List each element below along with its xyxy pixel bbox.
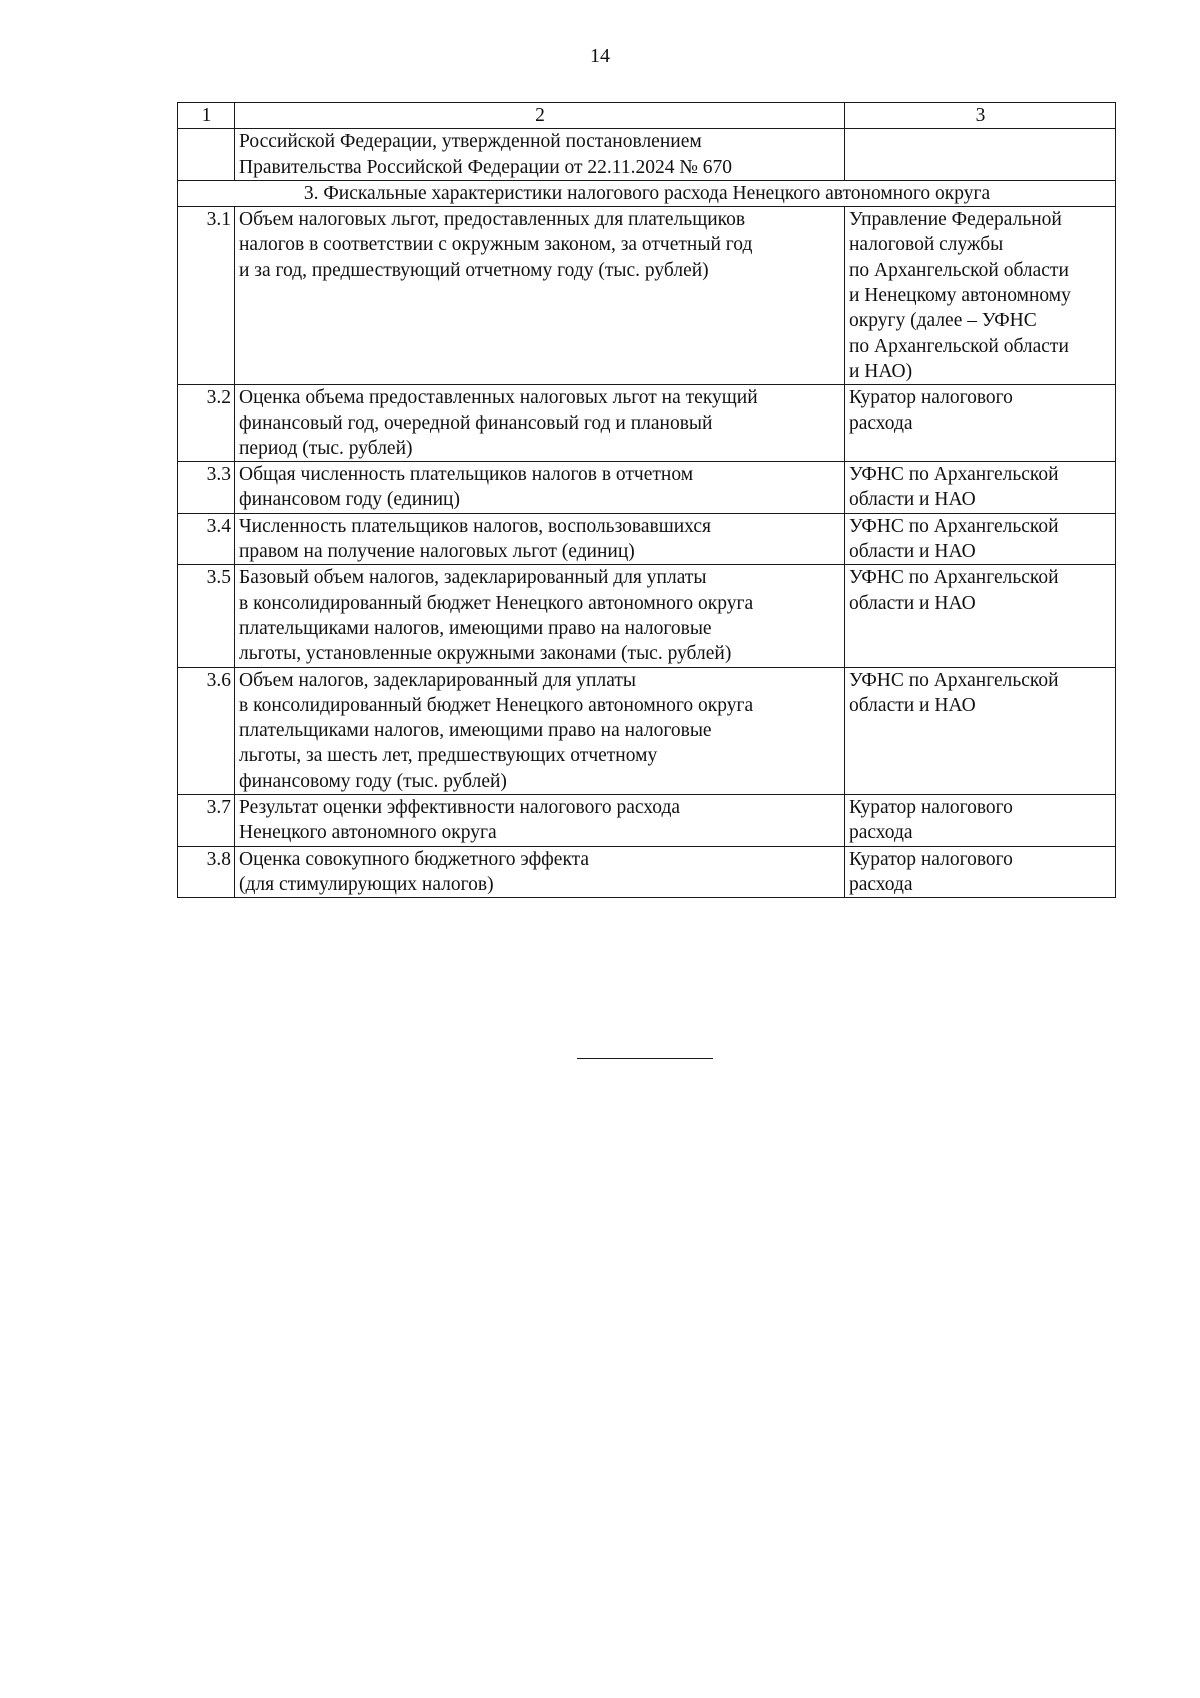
- table-row: [178, 667, 1116, 794]
- row-number: 3.2: [178, 385, 235, 462]
- continuation-row: [178, 129, 1116, 181]
- row-responsible: УФНС по Архангельской области и НАО: [845, 513, 1116, 565]
- row-number: 3.1: [178, 207, 235, 385]
- continuation-responsible: [845, 129, 1116, 181]
- row-responsible: Управление Федеральной налоговой службы по Архангельской области и Ненецкому автономному округу (далее – УФНС по Архангельской области и НАО): [845, 207, 1116, 385]
- row-description: Оценка совокупного бюджетного эффекта (для стимулирующих налогов): [235, 846, 845, 898]
- column-header-number: 1: [178, 103, 235, 129]
- row-number: 3.6: [178, 667, 235, 794]
- row-description: Численность плательщиков налогов, воспользовавшихся правом на получение налоговых льгот (единиц): [235, 513, 845, 565]
- table-header-row: [178, 103, 1116, 129]
- row-description: Базовый объем налогов, задекларированный для уплаты в консолидированный бюджет Ненецкого автономного округа плательщиками налогов, имеющими право на налоговые льготы, установленные окружными законами (тыс. рублей): [235, 565, 845, 667]
- row-responsible: УФНС по Архангельской области и НАО: [845, 565, 1116, 667]
- table-row: [178, 795, 1116, 847]
- row-description: Объем налоговых льгот, предоставленных для плательщиков налогов в соответствии с окружным законом, за отчетный год и за год, предшествующий отчетному году (тыс. рублей): [235, 207, 845, 385]
- row-responsible: Куратор налогового расхода: [845, 846, 1116, 898]
- row-description: Объем налогов, задекларированный для уплаты в консолидированный бюджет Ненецкого автономного округа плательщиками налогов, имеющими право на налоговые льготы, за шесть лет, предшествующих отчетному финансовому году (тыс. рублей): [235, 667, 845, 794]
- continuation-text: Российской Федерации, утвержденной постановлением Правительства Российской Федерации от 22.11.2024 № 670: [235, 129, 845, 181]
- table-row: [178, 513, 1116, 565]
- row-number: 3.4: [178, 513, 235, 565]
- continuation-number-cell: [178, 129, 235, 181]
- row-description: Оценка объема предоставленных налоговых льгот на текущий финансовый год, очередной финансовый год и плановый период (тыс. рублей): [235, 385, 845, 462]
- column-header-description: 2: [235, 103, 845, 129]
- page-number: 14: [590, 45, 610, 67]
- row-responsible: УФНС по Архангельской области и НАО: [845, 667, 1116, 794]
- row-number: 3.3: [178, 462, 235, 514]
- table-row: [178, 385, 1116, 462]
- row-responsible: Куратор налогового расхода: [845, 795, 1116, 847]
- row-description: Общая численность плательщиков налогов в отчетном финансовом году (единиц): [235, 462, 845, 514]
- row-description: Результат оценки эффективности налогового расхода Ненецкого автономного округа: [235, 795, 845, 847]
- table-row: [178, 846, 1116, 898]
- column-header-responsible: 3: [845, 103, 1116, 129]
- section-title: 3. Фискальные характеристики налогового расхода Ненецкого автономного округа: [178, 180, 1116, 206]
- fiscal-characteristics-table: [177, 102, 1116, 898]
- end-of-document-rule: [577, 1058, 713, 1059]
- row-responsible: УФНС по Архангельской области и НАО: [845, 462, 1116, 514]
- row-number: 3.8: [178, 846, 235, 898]
- section-title-row: [178, 180, 1116, 206]
- table-row: [178, 565, 1116, 667]
- table-row: [178, 462, 1116, 514]
- row-number: 3.5: [178, 565, 235, 667]
- row-number: 3.7: [178, 795, 235, 847]
- row-responsible: Куратор налогового расхода: [845, 385, 1116, 462]
- table-row: [178, 207, 1116, 385]
